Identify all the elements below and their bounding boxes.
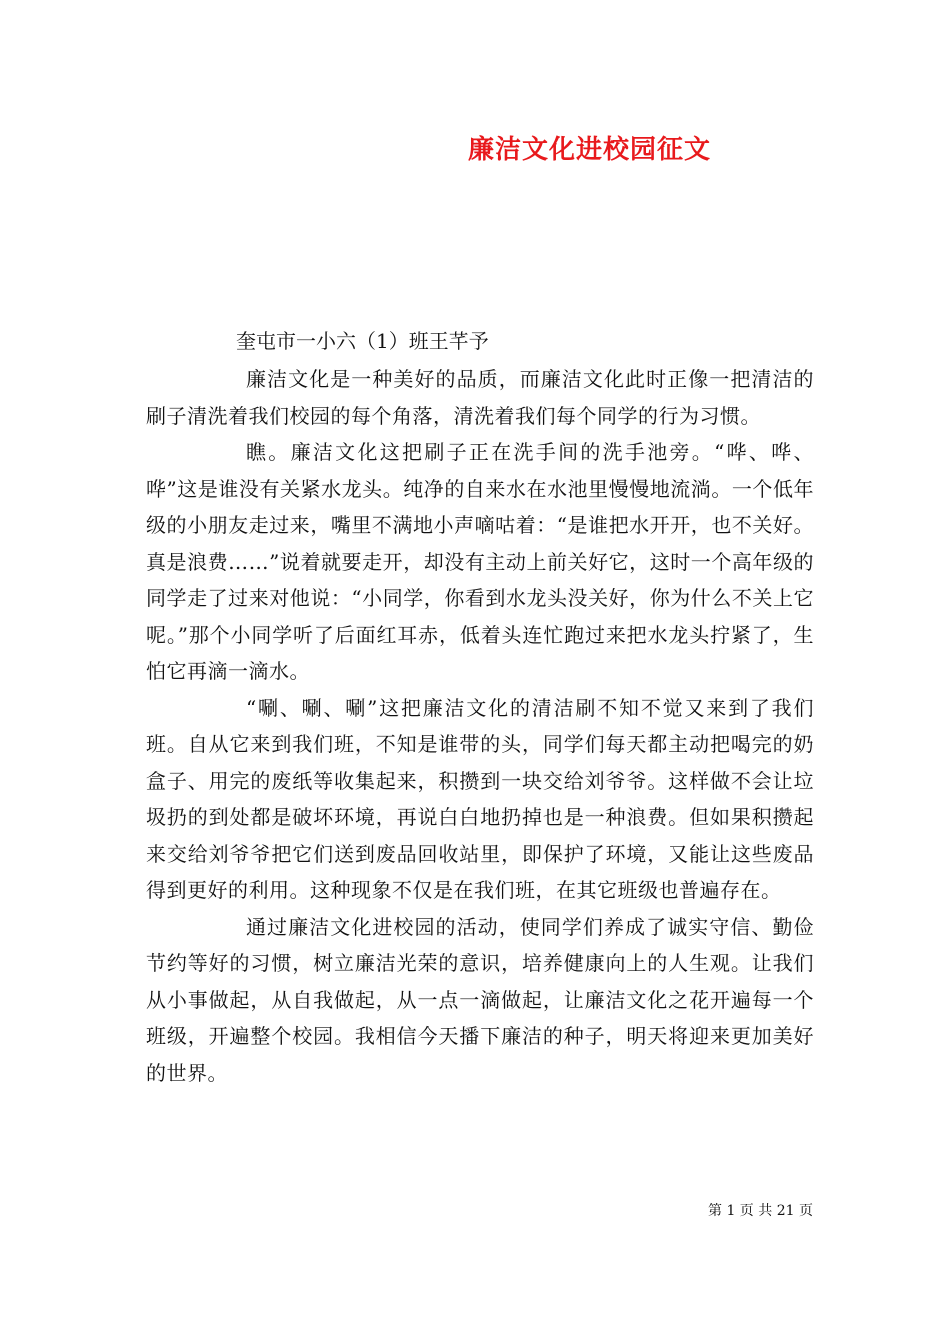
- document-title: 廉洁文化进校园征文: [468, 135, 712, 165]
- paragraph-2: 瞧。廉洁文化这把刷子正在洗手间的洗手池旁。“哗、哗、哗”这是谁没有关紧水龙头。纯净的自来水在水池里慢慢地流淌。一个低年级的小朋友走过来，嘴里不满地小声嘀咕着：“是谁把水开开，也不关好。真是浪费……”说着就要走开，却没有主动上前关好它，这时一个高年级的同学走了过来对他说：“小同学，你看到水龙头没关好，你为什么不关上它呢。”那个小同学听了后面红耳赤，低着头连忙跑过来把水龙头拧紧了，生怕它再滴一滴水。: [146, 440, 814, 683]
- paragraph-1: 廉洁文化是一种美好的品质，而廉洁文化此时正像一把清洁的刷子清洗着我们校园的每个角落，清洗着我们每个同学的行为习惯。: [146, 367, 814, 428]
- document-body: [146, 361, 814, 1091]
- page-number-footer: 第 1 页 共 21 页: [708, 1203, 813, 1219]
- paragraph-4: 通过廉洁文化进校园的活动，使同学们养成了诚实守信、勤俭节约等好的习惯，树立廉洁光荣的意识，培养健康向上的人生观。让我们从小事做起，从自我做起，从一点一滴做起，让廉洁文化之花开遍每一个班级，开遍整个校园。我相信今天播下廉洁的种子，明天将迎来更加美好的世界。: [146, 914, 814, 1085]
- author-line: 奎屯市一小六（1）班王芊予: [236, 329, 489, 353]
- paragraph-3: “唰、唰、唰”这把廉洁文化的清洁刷不知不觉又来到了我们班。自从它来到我们班，不知是谁带的头，同学们每天都主动把喝完的奶盒子、用完的废纸等收集起来，积攒到一块交给刘爷爷。这样做不会让垃圾扔的到处都是破坏环境，再说白白地扔掉也是一种浪费。但如果积攒起来交给刘爷爷把它们送到废品回收站里，即保护了环境，又能让这些废品得到更好的利用。这种现象不仅是在我们班，在其它班级也普遍存在。: [146, 695, 814, 902]
